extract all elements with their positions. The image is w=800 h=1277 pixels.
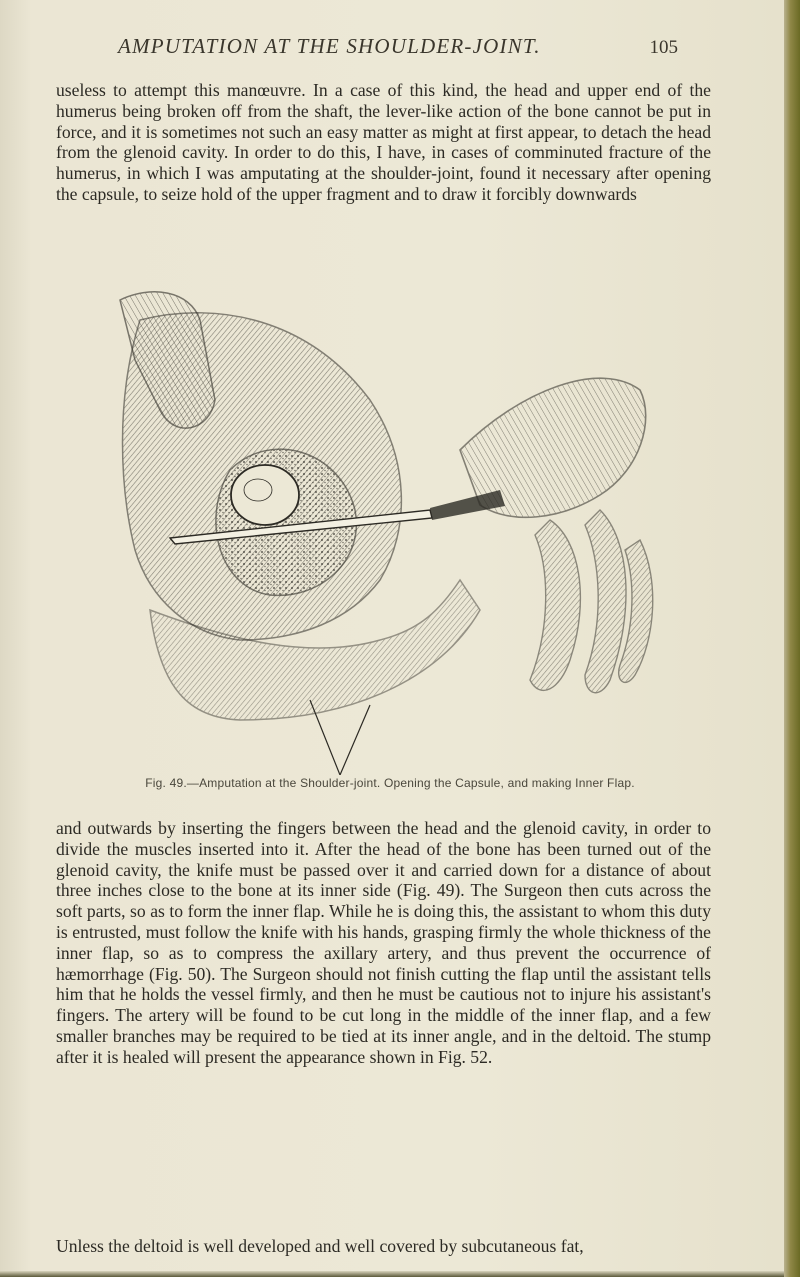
surgeon-hand-right: [460, 378, 646, 517]
humeral-head: [231, 465, 299, 525]
page-header: [118, 34, 678, 59]
figure-caption: Fig. 49.—Amputation at the Shoulder-joint. Opening the Capsule, and making Inner Flap.: [145, 776, 635, 790]
running-head: AMPUTATION AT THE SHOULDER-JOINT.: [118, 34, 541, 58]
paragraph-last: Unless the deltoid is well developed and well covered by subcutaneous fat,: [56, 1236, 584, 1256]
figure-illustration: [80, 280, 700, 775]
page-number: 105: [649, 37, 678, 58]
page-bottom-edge: [0, 1271, 784, 1277]
engraving-illustration: [80, 280, 700, 775]
assistant-fingers: [530, 520, 580, 690]
paragraph-top: useless to attempt this manœuvre. In a case of this kind, the head and upper end of the humerus being broken off from the shaft, the lever-like action of the bone cannot be put in force, and it is sometimes not such an easy matter as might at first appear, to detach the head from the glenoid cavity. In order to do this, I have, in cases of comminuted fracture of the humerus, in which I was amputating at the shoulder-joint, found it necessary after opening the capsule, to seize hold of the upper fragment and to draw it forcibly downwards: [56, 80, 711, 204]
paragraph-bottom: and outwards by inserting the fingers between the head and the glenoid cavity, in order to divide the muscles inserted into it. After the head of the bone has been turned out of the glenoid cavity, the knife must be passed over it and carried down for a distance of about three inches close to the bone at its inner side (Fig. 49). The Surgeon then cuts across the soft parts, so as to form the inner flap. While he is doing this, the assistant to whom this duty is entrusted, must follow the knife with his hands, grasping firmly the whole thickness of the inner flap, so as to compress the axillary artery, and thus prevent the occurrence of hæmorrhage (Fig. 50). The Surgeon should not finish cutting the flap until the assistant tells him that he holds the vessel firmly, and then he must be cautious not to injure his assistant's fingers. The artery will be found to be cut long in the middle of the inner flap, and a few smaller branches may be required to be tied at its inner angle, and in the deltoid. The stump after it is healed will present the appearance shown in Fig. 52.: [56, 818, 711, 1067]
page-edge: [784, 0, 800, 1277]
